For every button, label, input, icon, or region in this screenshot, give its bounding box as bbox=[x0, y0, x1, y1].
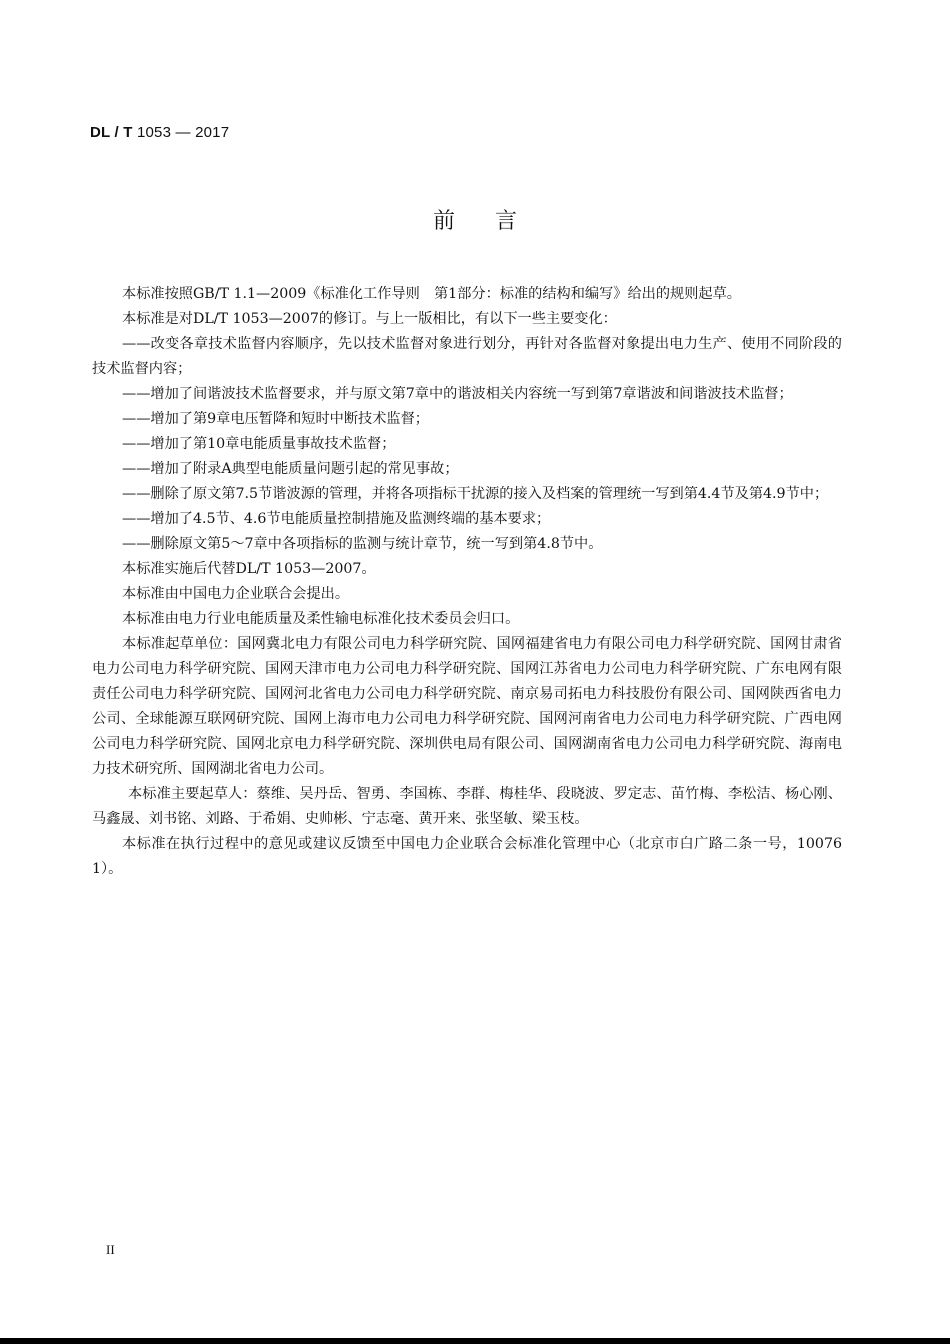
change-item: ——删除原文第5～7章中各项指标的监测与统计章节，统一写到第4.8节中。 bbox=[122, 536, 603, 552]
document-code-prefix: DL / T bbox=[90, 124, 133, 141]
change-item: ——删除了原文第7.5节谐波源的管理，并将各项指标干扰源的接入及档案的管理统一写到第4.4节及第4.9节中； bbox=[122, 486, 829, 502]
paragraph-feedback: 本标准在执行过程中的意见或建议反馈至中国电力企业联合会标准化管理中心（北京市白广路二条一号，100761）。 bbox=[92, 836, 842, 877]
paragraph-managed-by: 本标准由电力行业电能质量及柔性输电标准化技术委员会归口。 bbox=[122, 611, 520, 627]
change-item: ——增加了第9章电压暂降和短时中断技术监督； bbox=[122, 411, 429, 427]
page-title: 前言 bbox=[432, 209, 557, 234]
change-item: ——改变各章技术监督内容顺序，先以技术监督对象进行划分，再针对各监督对象提出电力生产、使用不同阶段的技术监督内容； bbox=[92, 336, 842, 377]
paragraph-revision-intro: 本标准是对DL/T 1053—2007的修订。与上一版相比，有以下一些主要变化： bbox=[122, 311, 617, 327]
document-code bbox=[90, 124, 229, 141]
document-code-number: 1053 — 2017 bbox=[132, 124, 230, 141]
foreword-body bbox=[92, 282, 842, 882]
change-item: ——增加了第10章电能质量事故技术监督； bbox=[122, 436, 396, 452]
change-item: ——增加了间谐波技术监督要求，并与原文第7章中的谐波相关内容统一写到第7章谐波和间谐波技术监督； bbox=[122, 386, 793, 402]
change-item: ——增加了附录A典型电能质量问题引起的常见事故； bbox=[122, 461, 459, 477]
page-number: II bbox=[106, 1242, 115, 1257]
bottom-divider bbox=[0, 1338, 950, 1344]
paragraph-replaces: 本标准实施后代替DL/T 1053—2007。 bbox=[122, 561, 376, 577]
paragraph-drafters: 本标准主要起草人：蔡维、吴丹岳、智勇、李国栋、李群、梅桂华、段晓波、罗定志、苗竹梅、李松洁、杨心刚、马鑫晟、刘书铭、刘路、于希娟、史帅彬、宁志毫、黄开来、张坚敏、梁玉枝。 bbox=[92, 786, 842, 827]
change-item: ——增加了4.5节、4.6节电能质量控制措施及监测终端的基本要求； bbox=[122, 511, 551, 527]
paragraph-proposed-by: 本标准由中国电力企业联合会提出。 bbox=[122, 586, 350, 602]
paragraph-drafting-rules: 本标准按照GB/T 1.1—2009《标准化工作导则 第1部分：标准的结构和编写》给出的规则起草。 bbox=[122, 286, 741, 302]
paragraph-drafting-units: 本标准起草单位：国网冀北电力有限公司电力科学研究院、国网福建省电力有限公司电力科学研究院、国网甘肃省电力公司电力科学研究院、国网天津市电力公司电力科学研究院、国网江苏省电力公司电力科学研究院、广东电网有限责任公司电力科学研究院、国网河北省电力公司电力科学研究院、南京易司拓电力科技股份有限公司、国网陕西省电力公司、全球能源互联网研究院、国网上海市电力公司电力科学研究院、国网河南省电力公司电力科学研究院、广西电网公司电力科学研究院、国网北京电力科学研究院、深圳供电局有限公司、国网湖南省电力公司电力科学研究院、海南电力技术研究所、国网湖北省电力公司。 bbox=[92, 636, 842, 777]
